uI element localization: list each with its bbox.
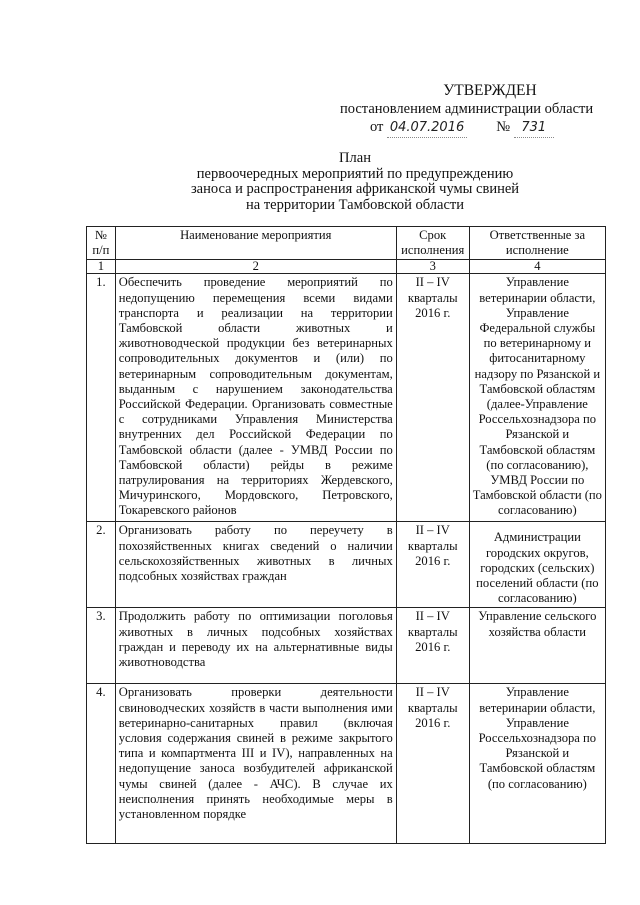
row-num: 4. [87, 684, 116, 844]
approval-by: постановлением администрации области [340, 101, 594, 117]
row-num: 3. [87, 608, 116, 684]
plan-line-2: заноса и распространения африканской чумы свиней [190, 181, 520, 197]
row-term: II – IV кварталы 2016 г. [396, 608, 469, 684]
row-term: II – IV кварталы 2016 г. [396, 274, 469, 522]
approval-date-line [330, 118, 620, 138]
table-row [87, 608, 606, 684]
approval-block [330, 82, 620, 138]
colnum-3: 3 [396, 260, 469, 274]
header-name: Наименование мероприятия [115, 227, 396, 260]
row-name: Организовать проверки деятельности свиноводческих хозяйств в части выполнения ими ветеринарно-санитарных правил (включая условия содержания свиней в режиме закрытого типа и компартмента III и IV), направленных на недопущение заноса возбудителей африканской чумы свиней (далее - АЧС). В случае их неисполнения принять необходимые меры в установленном порядке [115, 684, 396, 844]
plan-title [120, 151, 590, 213]
row-name: Продолжить работу по оптимизации поголовья животных в личных подсобных хозяйствах граждан и переводу их на альтернативные виды животноводства [115, 608, 396, 684]
num-prefix: № [496, 119, 511, 135]
row-term: II – IV кварталы 2016 г. [396, 684, 469, 844]
row-name: Организовать работу по переучету в похозяйственных книгах сведений о наличии сельскохозяйственных животных в личных подсобных хозяйствах граждан [115, 522, 396, 608]
colnum-2: 2 [115, 260, 396, 274]
plan-heading: План [339, 150, 371, 166]
table-row [87, 522, 606, 608]
approval-title: УТВЕРЖДЕН [443, 82, 537, 99]
row-resp: Управление ветеринарии области, Управление Россельхознадзора по Рязанской и Тамбовской областям (по согласованию) [469, 684, 605, 844]
row-num: 2. [87, 522, 116, 608]
header-num: № п/п [87, 227, 116, 260]
row-resp: Управление сельского хозяйства области [469, 608, 605, 684]
table-row [87, 274, 606, 522]
table-row [87, 684, 606, 844]
header-term: Срок исполнения [396, 227, 469, 260]
approval-number: 731 [514, 119, 554, 138]
row-num: 1. [87, 274, 116, 522]
measures-table [86, 226, 606, 844]
plan-line-1: первоочередных мероприятий по предупреждению [196, 165, 514, 182]
row-resp: Администрации городских округов, городских (сельских) поселений области (по согласованию) [469, 522, 605, 608]
colnum-1: 1 [87, 260, 116, 274]
row-name: Обеспечить проведение мероприятий по недопущению перемещения всеми видами транспорта и реализации на территории Тамбовской области животных и животноводческой продукции без ветеринарных сопроводительных документов и (или) по ветеринарным сопроводительным документам, выданным с нарушением законодательства Российской Федерации. Организовать совместные с сотрудниками Управления Министерства внутренних дел Российской Федерации по Тамбовской области (далее - УМВД России по Тамбовской области) рейды в режиме патрулирования на территориях Жердевского, Мичуринского, Мордовского, Петровского, Токаревского районов [115, 274, 396, 522]
date-prefix: от [370, 119, 384, 135]
row-term: II – IV кварталы 2016 г. [396, 522, 469, 608]
header-resp: Ответственные за исполнение [469, 227, 605, 260]
table-header-row [87, 227, 606, 260]
approval-date: 04.07.2016 [387, 119, 467, 138]
column-numbers-row [87, 260, 606, 274]
colnum-4: 4 [469, 260, 605, 274]
plan-line-3: на территории Тамбовской области [246, 196, 464, 213]
row-resp: Управление ветеринарии области, Управление Федеральной службы по ветеринарному и фитосанитарному надзору по Рязанской и Тамбовской областям (далее-Управление Россельхознадзора по Рязанской и Тамбовской областям (по согласованию), УМВД России по Тамбовской области (по согласованию) [469, 274, 605, 522]
